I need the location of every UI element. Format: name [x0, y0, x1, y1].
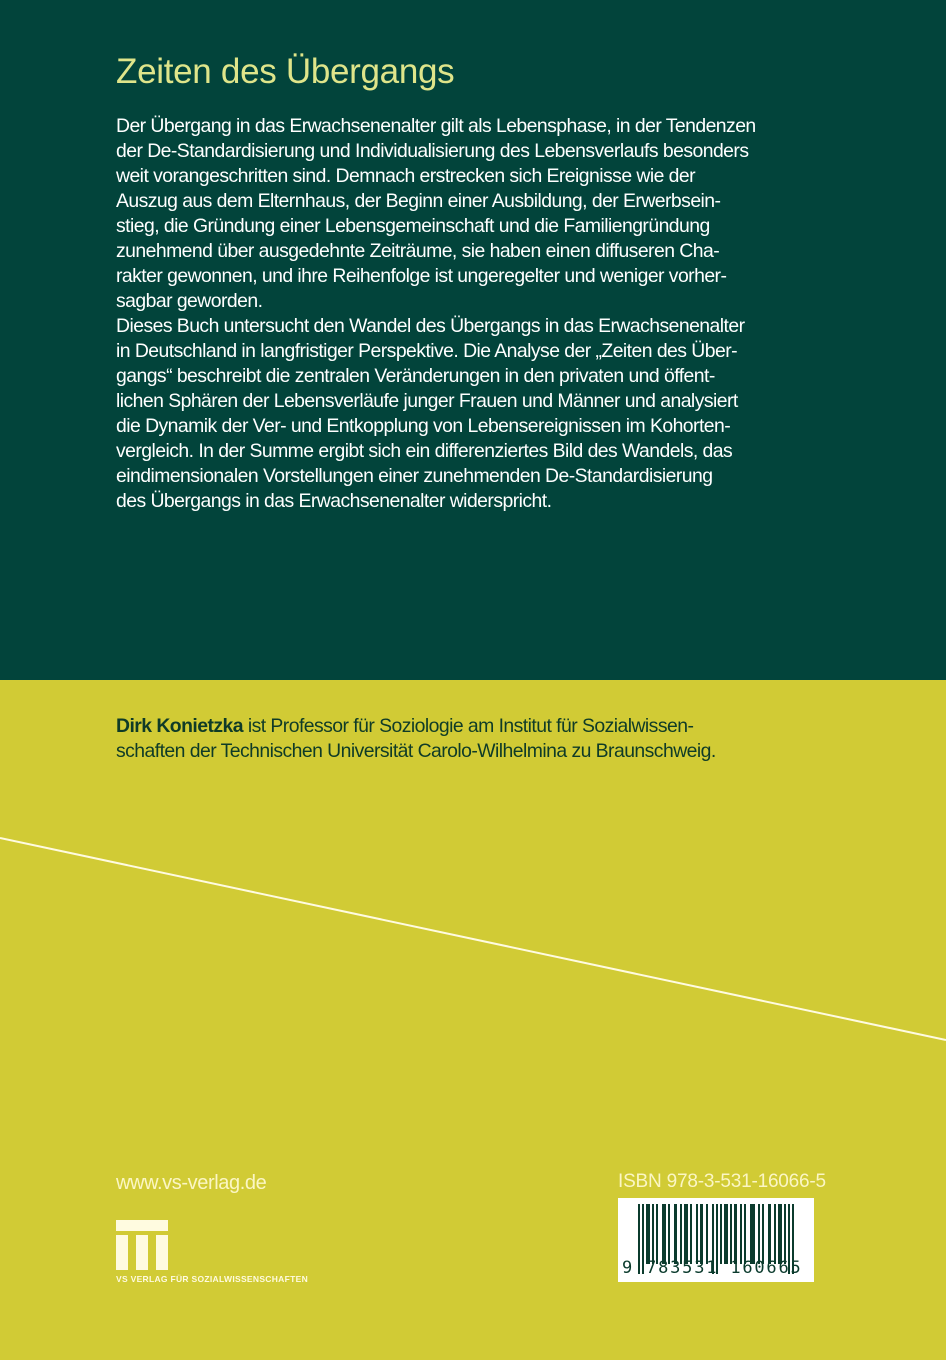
blurb-line: lichen Sphären der Lebensverläufe junger Frauen und Männer und analysiert — [116, 390, 738, 412]
vs-verlag-logo-icon — [116, 1220, 168, 1270]
author-bio-text: ist Professor für Soziologie am Institut für Sozialwissen- — [243, 715, 694, 737]
blurb-line: der De-Standardisierung und Individualisierung des Lebensverlaufs besonders — [116, 140, 749, 162]
author-name: Dirk Konietzka — [116, 715, 243, 737]
blurb-line: Dieses Buch untersucht den Wandel des Übergangs in das Erwachsenenalter — [116, 315, 745, 337]
blurb-line: des Übergangs in das Erwachsenenalter widerspricht. — [116, 490, 552, 512]
publisher-name: VS VERLAG FÜR SOZIALWISSENSCHAFTEN — [116, 1274, 309, 1284]
blurb-line: Der Übergang in das Erwachsenenalter gilt als Lebensphase, in der Tendenzen — [116, 115, 756, 137]
blurb-line: Auszug aus dem Elternhaus, der Beginn einer Ausbildung, der Erwerbsein- — [116, 190, 721, 212]
blurb-line: eindimensionalen Vorstellungen einer zunehmenden De-Standardisierung — [116, 465, 713, 487]
blurb-line: weit vorangeschritten sind. Demnach erstrecken sich Ereignisse wie der — [116, 165, 696, 187]
blurb-line: vergleich. In der Summe ergibt sich ein differenziertes Bild des Wandels, das — [116, 440, 733, 462]
book-title: Zeiten des Übergangs — [116, 52, 455, 91]
author-bio-text: schaften der Technischen Universität Carolo-Wilhelmina zu Braunschweig. — [116, 740, 716, 762]
isbn-barcode — [618, 1198, 814, 1282]
book-blurb — [116, 114, 822, 514]
blurb-line: stieg, die Gründung einer Lebensgemeinschaft und die Familiengründung — [116, 215, 710, 237]
blurb-line: gangs“ beschreibt die zentralen Veränderungen in den privaten und öffent- — [116, 365, 715, 387]
blurb-line: sagbar geworden. — [116, 290, 263, 312]
author-bio — [116, 714, 836, 764]
blurb-line: zunehmend über ausgedehnte Zeiträume, sie haben einen diffuseren Cha- — [116, 240, 720, 262]
publisher-url[interactable]: www.vs-verlag.de — [116, 1172, 267, 1194]
isbn-label: ISBN 978-3-531-16066-5 — [618, 1171, 826, 1192]
barcode-digits: 9 783531 160665 — [622, 1258, 803, 1278]
blurb-line: die Dynamik der Ver- und Entkopplung von Lebensereignissen im Kohorten- — [116, 415, 731, 437]
blurb-line: in Deutschland in langfristiger Perspektive. Die Analyse der „Zeiten des Über- — [116, 340, 738, 362]
blurb-line: rakter gewonnen, und ihre Reihenfolge ist ungeregelter und weniger vorher- — [116, 265, 727, 287]
